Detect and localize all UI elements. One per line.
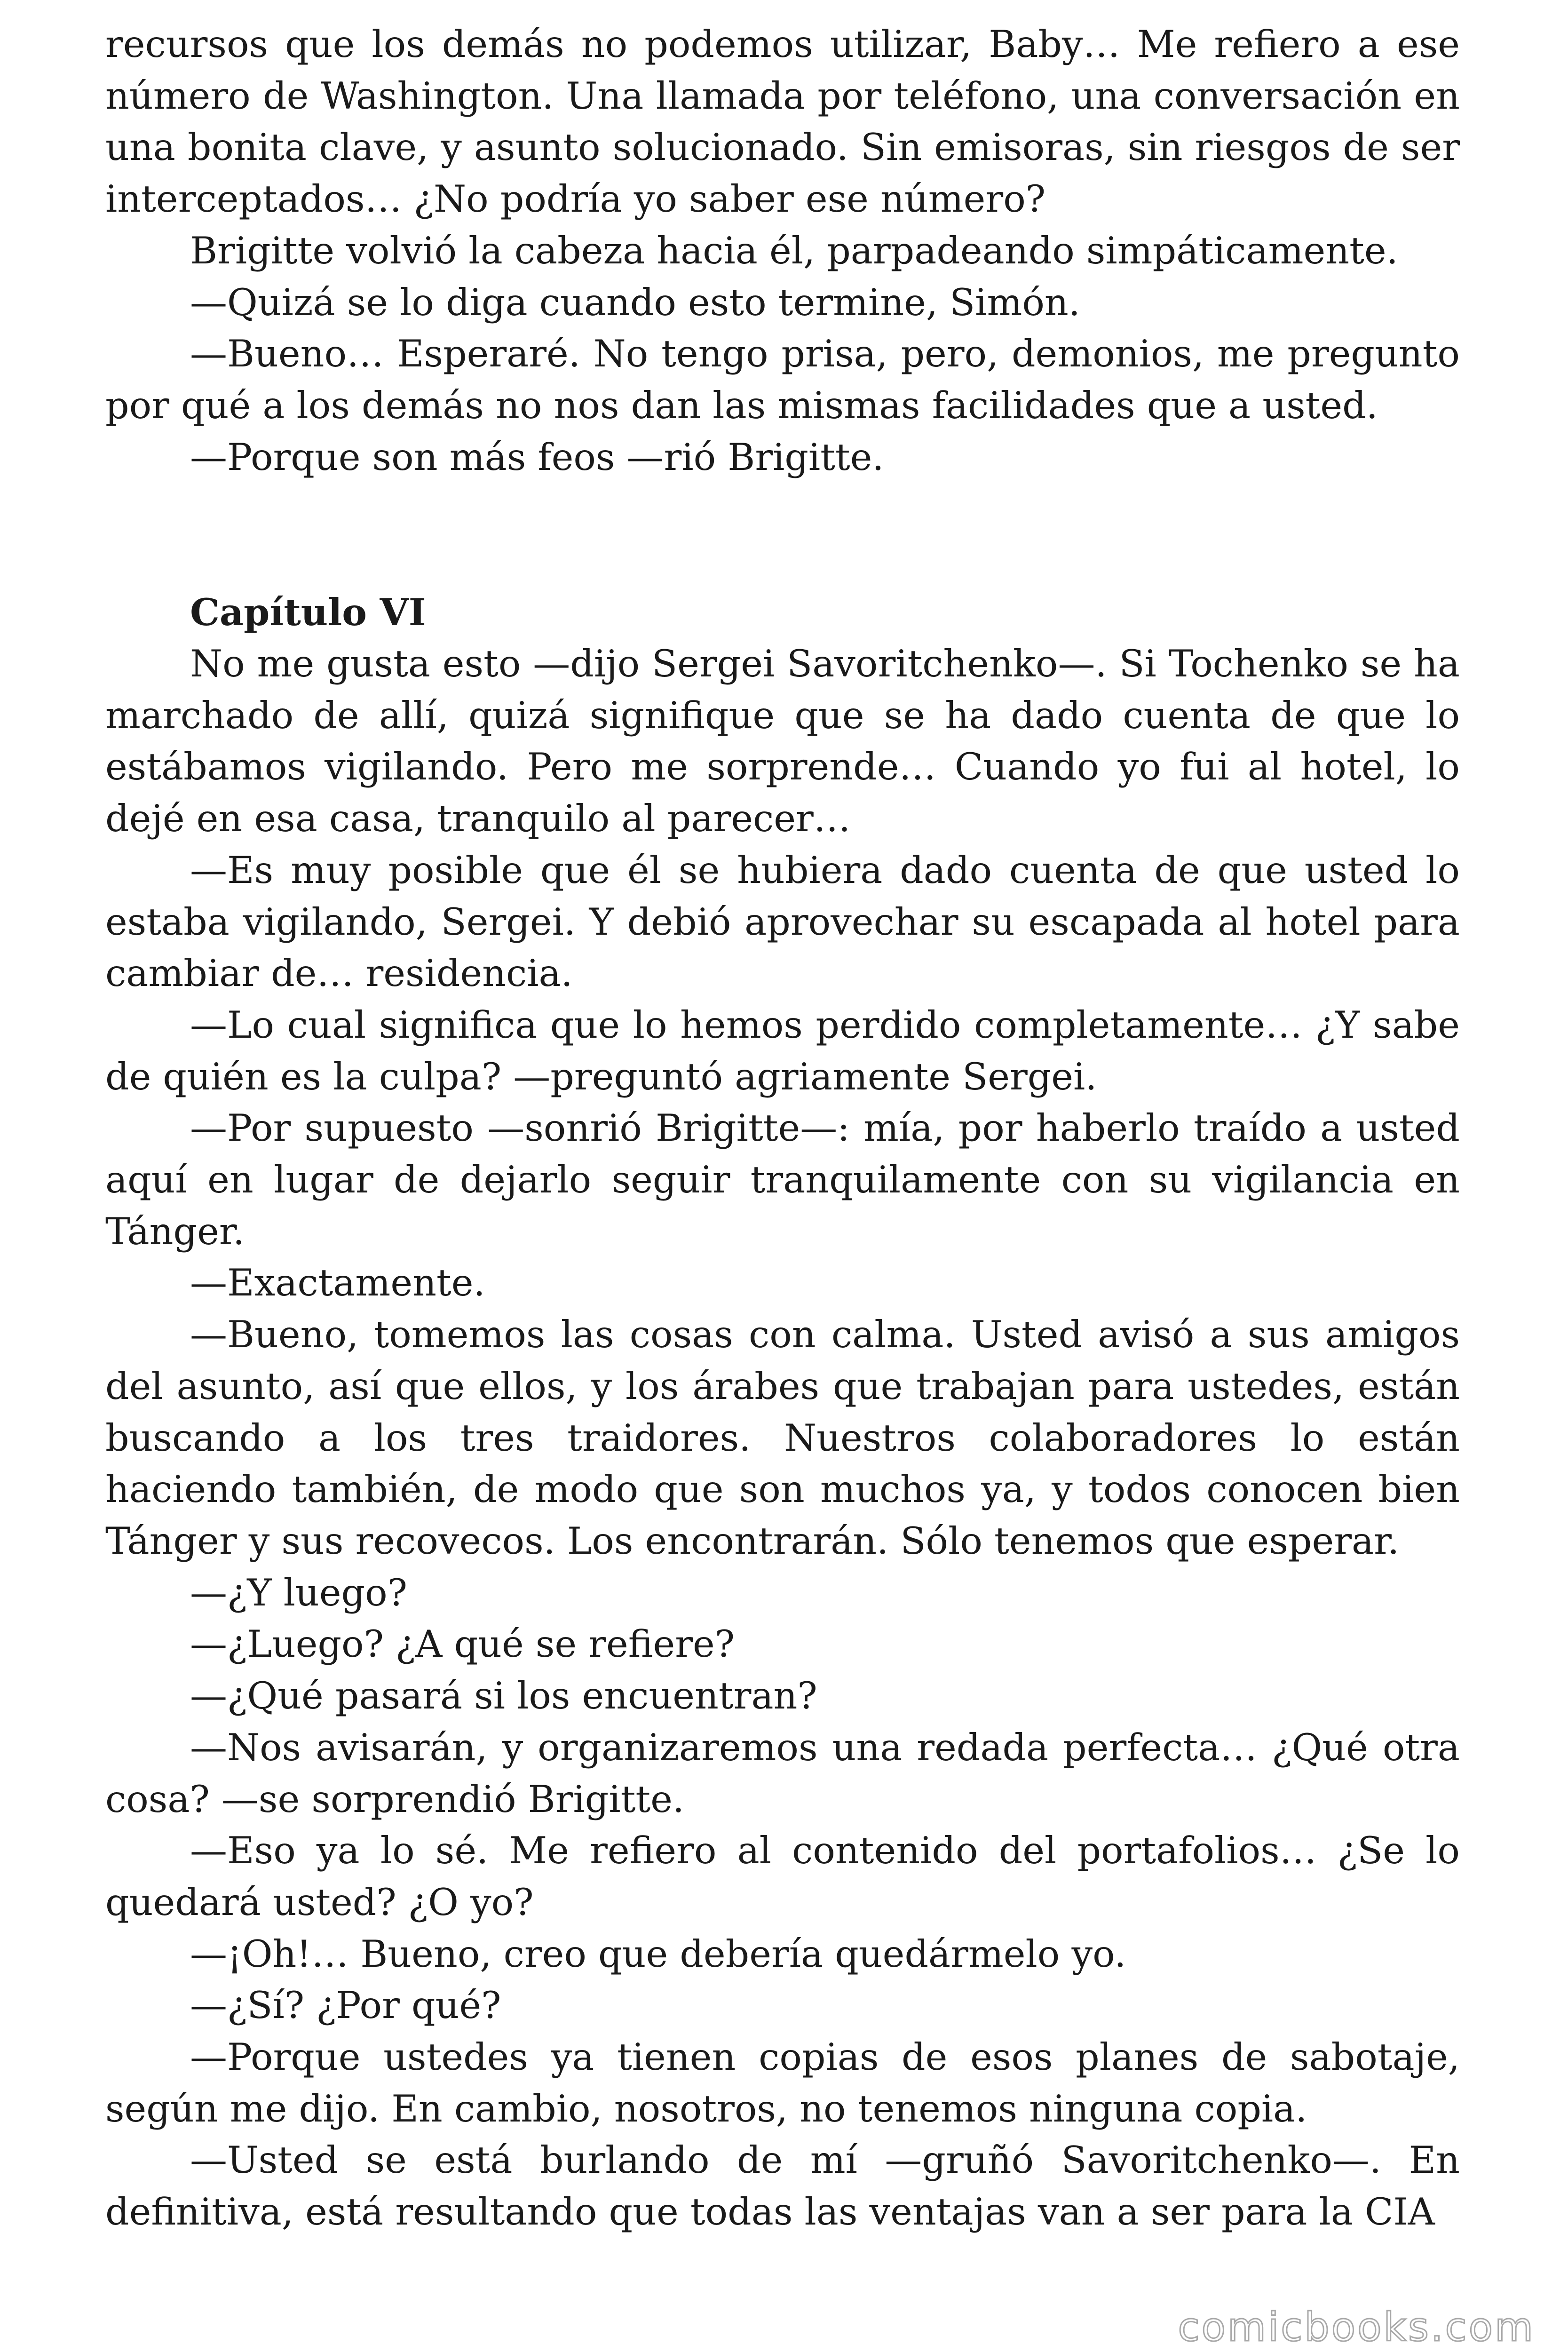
paragraph: —Lo cual significa que lo hemos perdido completamente… ¿Y sabe de quién es la culpa? —preguntó agriamente Sergei. — [105, 1003, 1460, 1098]
paragraph: —Exactamente. — [190, 1261, 485, 1305]
section-break — [105, 483, 1460, 587]
paragraph: —¿Sí? ¿Por qué? — [190, 1984, 501, 2027]
paragraph: —Quizá se lo diga cuando esto termine, Simón. — [190, 280, 1080, 324]
paragraph: —Porque son más feos —rió Brigitte. — [190, 435, 884, 479]
paragraph: —Bueno… Esperaré. No tengo prisa, pero, demonios, me pregunto por qué a los demás no nos dan las mismas facilidades que a usted. — [105, 332, 1460, 427]
paragraph: Brigitte volvió la cabeza hacia él, parpadeando simpáticamente. — [190, 229, 1398, 272]
paragraph: —Usted se está burlando de mí —gruñó Savoritchenko—. En definitiva, está resultando que todas las ventajas van a ser para la CIA — [105, 2138, 1460, 2234]
paragraph: —Es muy posible que él se hubiera dado cuenta de que usted lo estaba vigilando, Sergei. Y debió aprovechar su escapada al hotel para cambiar de… residencia. — [105, 848, 1460, 995]
paragraph: —¡Oh!… Bueno, creo que debería quedármelo yo. — [190, 1932, 1126, 1976]
paragraph: —¿Y luego? — [190, 1571, 408, 1614]
paragraph: —Por supuesto —sonrió Brigitte—: mía, por haberlo traído a usted aquí en lugar de dejarlo seguir tranquilamente con su vigilancia en Tánger. — [105, 1106, 1460, 1253]
book-page — [105, 19, 1460, 2238]
watermark: comicbooks.com — [1178, 2304, 1535, 2350]
paragraph: —Eso ya lo sé. Me refiero al contenido del portafolios… ¿Se lo quedará usted? ¿O yo? — [105, 1829, 1460, 1924]
chapter-heading: Capítulo VI — [190, 590, 426, 635]
paragraph: recursos que los demás no podemos utilizar, Baby… Me refiero a ese número de Washington. Una llamada por teléfono, una conversación en una bonita clave, y asunto solucionado. Sin emisoras, sin riesgos de ser interceptados… ¿No podría yo saber ese número? — [105, 23, 1460, 221]
paragraph: —¿Qué pasará si los encuentran? — [190, 1674, 817, 1718]
paragraph: —¿Luego? ¿A qué se refiere? — [190, 1622, 735, 1666]
paragraph: —Porque ustedes ya tienen copias de esos planes de sabotaje, según me dijo. En cambio, nosotros, no tenemos ninguna copia. — [105, 2035, 1460, 2130]
paragraph: —Nos avisarán, y organizaremos una redada perfecta… ¿Qué otra cosa? —se sorprendió Brigitte. — [105, 1725, 1460, 1821]
paragraph: —Bueno, tomemos las cosas con calma. Usted avisó a sus amigos del asunto, así que ellos, y los árabes que trabajan para ustedes, están buscando a los tres traidores. Nuestros colaboradores lo están haciendo también, de modo que son muchos ya, y todos conocen bien Tánger y sus recovecos. Los encontrarán. Sólo tenemos que esperar. — [105, 1313, 1460, 1563]
paragraph: No me gusta esto —dijo Sergei Savoritchenko—. Si Tochenko se ha marchado de allí, quizá signifique que se ha dado cuenta de que lo estábamos vigilando. Pero me sorprende… Cuando yo fui al hotel, lo dejé en esa casa, tranquilo al parecer… — [105, 642, 1460, 841]
